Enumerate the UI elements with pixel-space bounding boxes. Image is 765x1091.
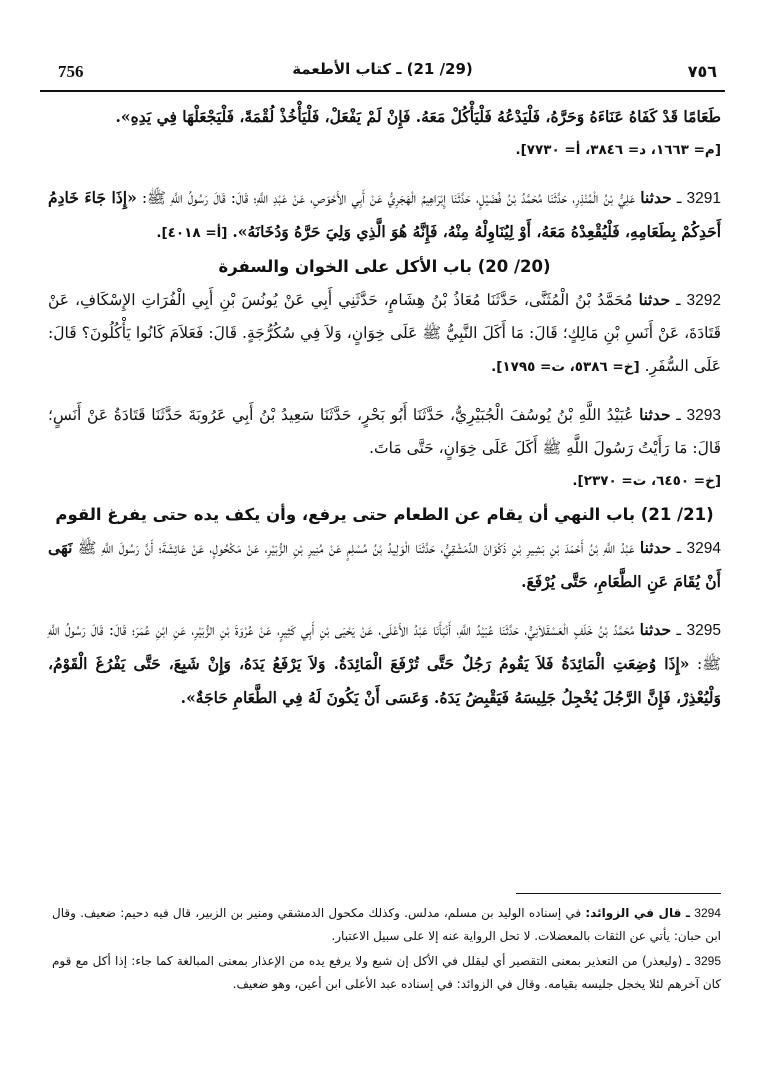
footnote-divider [516, 893, 721, 894]
footnotes [52, 902, 721, 998]
footnote-3294 [52, 902, 721, 948]
isnad-text: مُحَمَّدُ بْنُ خَلَفٍ الْعَسْقَلاَنِيُّ، حَدَّثَنَا عُبَيْدُ اللَّهِ، أَنْبَأَنَا عَبْدُ الأَعْلَى، عَنْ يَحْيَى بْنِ أَبِي كَثِيرٍ، عَنْ عُرْوَةَ بْنِ الزُّبَيْرِ، عَنِ ابْنِ عُمَرَ؛ قَالَ: قَالَ رَسُولُ اللَّهِ ﷺ: [48, 621, 721, 673]
running-title: (29/ 21) ـ كتاب الأطعمة [292, 60, 473, 78]
isnad-text: عَلِيُّ بْنُ الْمُنْذِرِ، حَدَّثَنَا مُحَمَّدُ بْنُ فُضَيْلٍ، حَدَّثَنَا إِبْرَاهِيمُ الْهَجَرِيُّ عَنْ أَبِي الأَحْوَصِ، عَنْ عَبْدِ اللَّهِ؛ قَالَ: قَالَ رَسُولُ اللَّهِ ﷺ: [141, 189, 636, 207]
footnote-number: 3294 [694, 906, 721, 920]
hadith-3292: 3292 ـ حدثنا مُحَمَّدُ بْنُ الْمُثَنَّى، حَدَّثَنَا مُعَاذُ بْنُ هِشَامٍ، حَدَّثَنِي أَبِي عَنْ يُونُسَ بْنِ أَبِي الْفُرَاتِ الإِسْكَافِ، عَنْ قَتَادَةَ، عَنْ أَنَسِ بْنِ مَالِكٍ؛ قَالَ: مَا أَكَلَ النَّبِيُّ ﷺ عَلَى خِوَانٍ، وَلاَ فِي سُكُرُّجَةٍ. قَالَ: فَعَلاَمَ كَانُوا يَأْكُلُونَ؟ قَالَ: عَلَى السُّفَرِ. [خ= ٥٣٨٦، ت= ١٧٩٥]. [48, 290, 721, 375]
matn-text: «إِذَا وُضِعَتِ الْمَائِدَةُ فَلاَ يَقُومُ رَجُلٌ حَتَّى تُرْفَعَ الْمَائِدَةُ. وَلاَ يَرْفَعُ يَدَهُ، وَإِنْ شَبِعَ، حَتَّى يَفْرُغَ الْقَوْمُ، وَلْيُعْذِرْ، فَإِنَّ الرَّجُلَ يُخْجِلُ جَلِيسَهُ فَيَقْبِضُ يَدَهُ. وَعَسَى أَنْ يَكُونَ لَهُ فِي الطَّعَامِ حَاجَةٌ». [48, 654, 721, 707]
hadith-number: 3294 [686, 540, 721, 557]
hadith-number: 3293 [686, 407, 721, 424]
hadith-number: 3291 [686, 190, 721, 207]
matn-text: نَهَى أَنْ يُقَامَ عَنِ الطَّعَامِ، حَتَّى يُرْفَعَ. [48, 538, 721, 591]
footnote-label: ـ قال في الزوائد: [585, 906, 691, 920]
footnote-text: (وليعذر) من التعذير بمعنى التقصير أي ليقلل في الأكل إن شبع ولا يرفع يده من الإعذار بمعنى المبالغة كما جاء: إذا أكل مع قوم كان آخرهم لئلا يخجل جليسه بقيامه. وقال في الزوائد: في إسناده عبد الأعلى ابن أعين، وهو ضعيف. [52, 954, 721, 991]
reference-line: [م= ١٦٦٣، د= ٣٨٤٦، أ= ٧٧٣٠]. [515, 142, 721, 158]
footnote-3295 [52, 950, 721, 996]
page-header [40, 56, 725, 92]
main-content [48, 100, 721, 715]
page-number-latin: 756 [58, 62, 84, 81]
hadith-lead: حدثنا [640, 188, 672, 207]
matn-text: طَعَامًا قَدْ كَفَاهُ عَنَاءَهُ وَحَرَّهُ، فَلْيَدْعُهُ فَلْيَأْكُلْ مَعَهُ. فَإِنْ لَمْ يَفْعَلْ، فَلْيَأْخُذْ لُقْمَةً، فَلْيَجْعَلْهَا فِي يَدِهِ». [115, 107, 721, 126]
reference-line: [خ= ٥٣٨٦، ت= ١٧٩٥]. [491, 359, 640, 375]
hadith-3293: 3293 ـ حدثنا عُبَيْدُ اللَّهِ بْنُ يُوسُفَ الْجُبَيْرِيُّ، حَدَّثَنَا أَبُو بَحْرٍ، حَدَّثَنَا سَعِيدُ بْنُ أَبِي عَرُوبَةَ حَدَّثَنَا قَتَادَةُ عَنْ أَنَسٍ؛ قَالَ: مَا رَأَيْتُ رَسُولَ اللَّهِ ﷺ أَكَلَ عَلَى خِوَانٍ، حَتَّى مَاتَ. [48, 405, 721, 457]
chapter-heading: (21/ 21) باب النهي أن يقام عن الطعام حتى يرفع، وأن يكف يده حتى يفرغ القوم [55, 505, 714, 524]
hadith-lead: حدثنا [639, 620, 672, 639]
reference-line: [خ= ٦٤٥٠، ت= ٢٣٧٠]. [572, 473, 721, 489]
hadith-text: مُحَمَّدُ بْنُ الْمُثَنَّى، حَدَّثَنَا مُعَاذُ بْنُ هِشَامٍ، حَدَّثَنِي أَبِي عَنْ يُونُسَ بْنِ أَبِي الْفُرَاتِ الإِسْكَافِ، عَنْ قَتَادَةَ، عَنْ أَنَسِ بْنِ مَالِكٍ؛ قَالَ: مَا أَكَلَ النَّبِيُّ ﷺ عَلَى خِوَانٍ، وَلاَ فِي سُكُرُّجَةٍ. قَالَ: فَعَلاَمَ كَانُوا يَأْكُلُونَ؟ قَالَ: عَلَى السُّفَرِ. [48, 291, 721, 375]
hadith-continuation [48, 100, 721, 134]
hadith-3295: 3295 ـ حدثنا مُحَمَّدُ بْنُ خَلَفٍ الْعَسْقَلاَنِيُّ، حَدَّثَنَا عُبَيْدُ اللَّهِ، أَنْبَأَنَا عَبْدُ الأَعْلَى، عَنْ يَحْيَى بْنِ أَبِي كَثِيرٍ، عَنْ عُرْوَةَ بْنِ الزُّبَيْرِ، عَنِ ابْنِ عُمَرَ؛ قَالَ: قَالَ رَسُولُ اللَّهِ ﷺ: «إِذَا وُضِعَتِ الْمَائِدَةُ فَلاَ يَقُومُ رَجُلٌ حَتَّى تُرْفَعَ الْمَائِدَةُ. وَلاَ يَرْفَعُ يَدَهُ، وَإِنْ شَبِعَ، حَتَّى يَفْرُغَ الْقَوْمُ، وَلْيُعْذِرْ، فَإِنَّ الرَّجُلَ يُخْجِلُ جَلِيسَهُ فَيَقْبِضُ يَدَهُ. وَعَسَى أَنْ يَكُونَ لَهُ فِي الطَّعَامِ حَاجَةٌ». [48, 620, 721, 707]
hadith-lead: حدثنا [638, 290, 671, 309]
hadith-3291: 3291 ـ حدثنا عَلِيُّ بْنُ الْمُنْذِرِ، حَدَّثَنَا مُحَمَّدُ بْنُ فُضَيْلٍ، حَدَّثَنَا إِبْرَاهِيمُ الْهَجَرِيُّ عَنْ أَبِي الأَحْوَصِ، عَنْ عَبْدِ اللَّهِ؛ قَالَ: قَالَ رَسُولُ اللَّهِ ﷺ: «إِذَا جَاءَ خَادِمُ أَحَدِكُمْ بِطَعَامِهِ، فَلْيُقْعِدْهُ مَعَهُ، أَوْ لِيُنَاوِلْهُ مِنْهُ، فَإِنَّهُ هُوَ الَّذِي وَلِيَ حَرَّهُ وَدُخَانَهُ». [أ= ٤٠١٨]. [48, 188, 721, 241]
hadith-3294: 3294 ـ حدثنا عَبْدُ اللَّهِ بْنُ أَحْمَدَ بْنِ بَشِيرِ بْنِ ذَكْوَانَ الدِّمَشْقِيُّ، حَدَّثَنَا الْوَلِيدُ بْنُ مُسْلِمٍ عَنْ مُنِيرِ بْنِ الزُّبَيْرِ، عَنْ مَكْحُولٍ، عَنْ عَائِشَةَ؛ أَنَّ رَسُولَ اللَّهِ ﷺ نَهَى أَنْ يُقَامَ عَنِ الطَّعَامِ، حَتَّى يُرْفَعَ. [48, 538, 721, 591]
footnote-label: ـ [686, 954, 691, 968]
hadith-text: عُبَيْدُ اللَّهِ بْنُ يُوسُفَ الْجُبَيْرِيُّ، حَدَّثَنَا أَبُو بَحْرٍ، حَدَّثَنَا سَعِيدُ بْنُ أَبِي عَرُوبَةَ حَدَّثَنَا قَتَادَةُ عَنْ أَنَسٍ؛ قَالَ: مَا رَأَيْتُ رَسُولَ اللَّهِ ﷺ أَكَلَ عَلَى خِوَانٍ، حَتَّى مَاتَ. [48, 406, 721, 457]
reference-line: [أ= ٤٠١٨]. [156, 225, 228, 241]
isnad-text: عَبْدُ اللَّهِ بْنُ أَحْمَدَ بْنِ بَشِيرِ بْنِ ذَكْوَانَ الدِّمَشْقِيُّ، حَدَّثَنَا الْوَلِيدُ بْنُ مُسْلِمٍ عَنْ مُنِيرِ بْنِ الزُّبَيْرِ، عَنْ مَكْحُولٍ، عَنْ عَائِشَةَ؛ أَنَّ رَسُولَ اللَّهِ ﷺ [77, 539, 635, 557]
footnote-number: 3295 [694, 954, 721, 968]
hadith-lead: حدثنا [639, 538, 672, 557]
footnote-text: في إسناده الوليد بن مسلم، مدلس. وكذلك مكحول الدمشقي ومنير بن الزبير، قال فيه دحيم: ضعيف. وقال ابن حبان: يأتي عن الثقات بالمعضلات. لا تحل الرواية عنه إلا على سبيل الاعتبار. [52, 906, 721, 943]
hadith-lead: حدثنا [639, 405, 671, 424]
page-number-arabic: ٧٥٦ [687, 62, 717, 81]
hadith-number: 3292 [686, 292, 721, 309]
matn-text: «إِذَا جَاءَ خَادِمُ أَحَدِكُمْ بِطَعَامِهِ، فَلْيُقْعِدْهُ مَعَهُ، أَوْ لِيُنَاوِلْهُ مِنْهُ، فَإِنَّهُ هُوَ الَّذِي وَلِيَ حَرَّهُ وَدُخَانَهُ». [48, 188, 721, 241]
chapter-heading: (20/ 20) باب الأكل على الخوان والسفرة [218, 257, 551, 276]
hadith-number: 3295 [686, 622, 721, 639]
